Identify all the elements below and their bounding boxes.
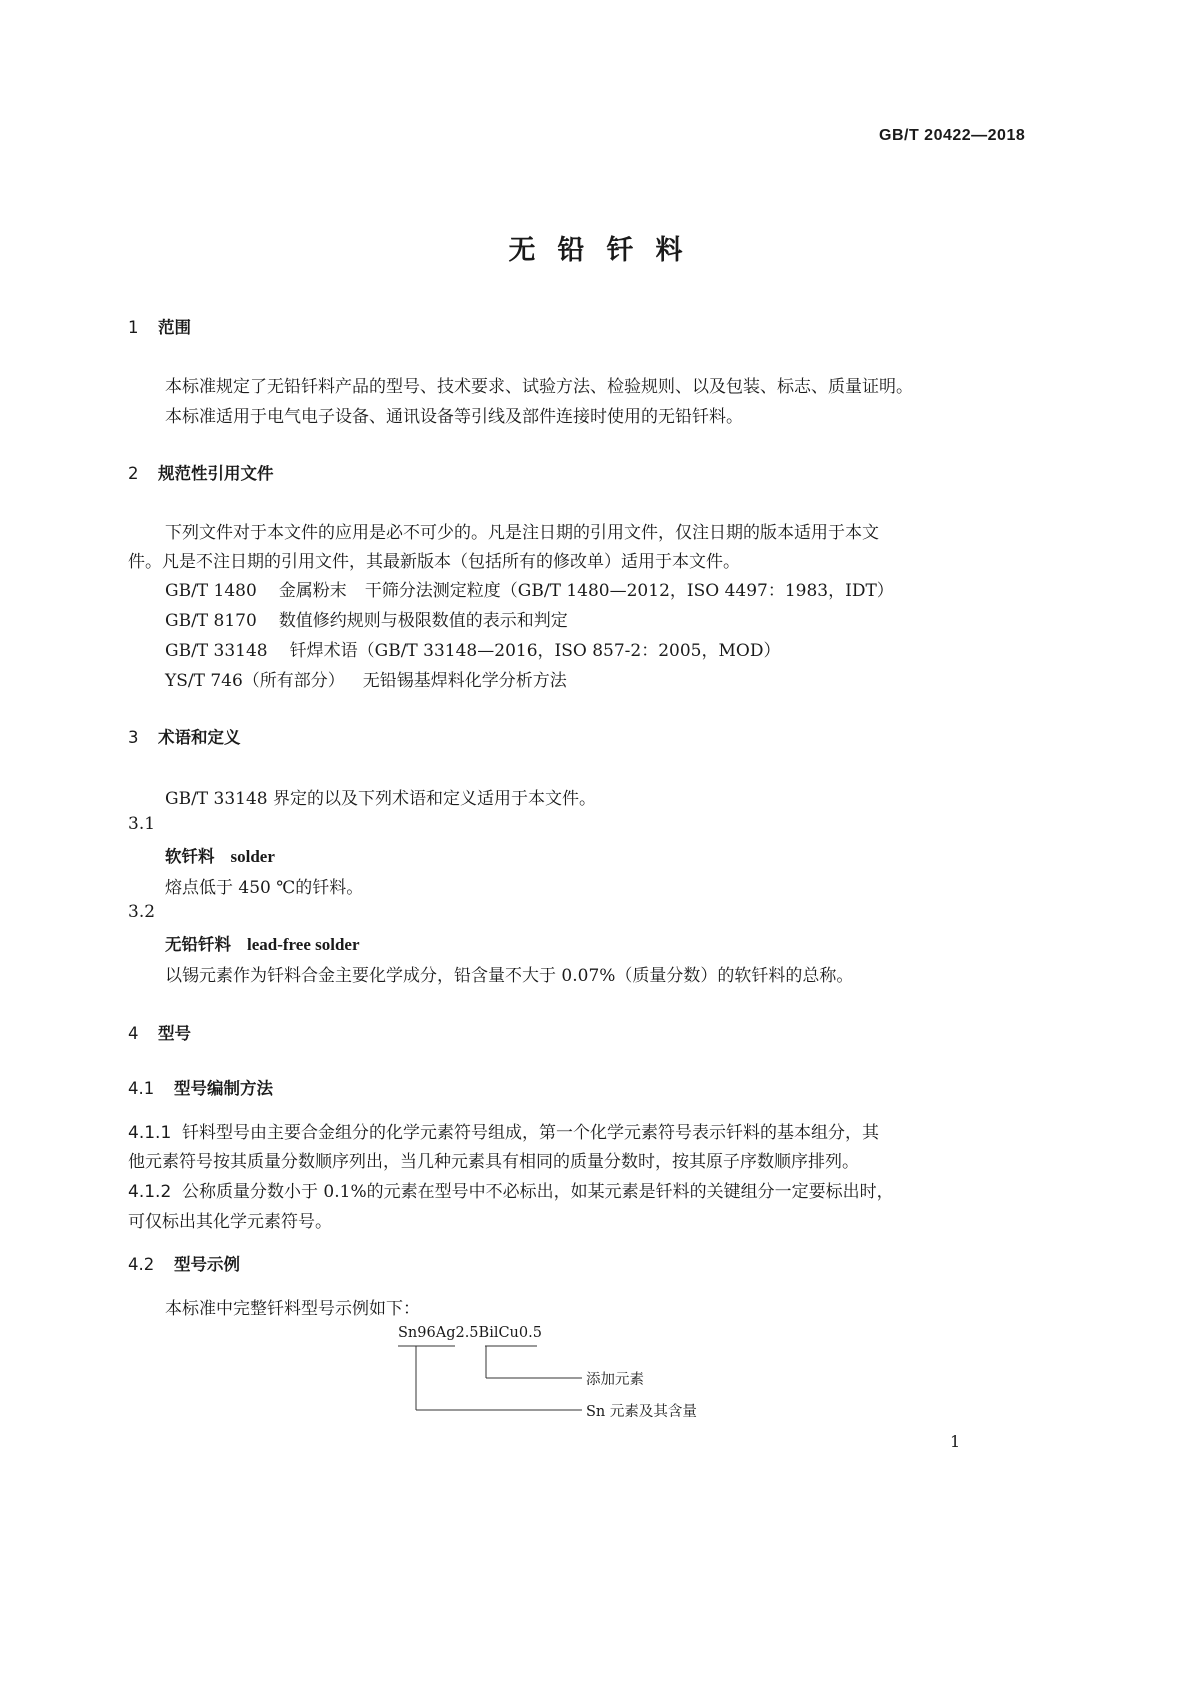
reference-title: 无铅锡基焊料化学分析方法 [362, 671, 567, 691]
reference-code: GB/T 1480 [165, 581, 257, 601]
standard-code: GB/T 20422—2018 [879, 127, 1026, 144]
section-title: 型号示例 [174, 1255, 240, 1274]
term-en: solder [230, 847, 275, 866]
term-cn: 无铅钎料 [165, 935, 231, 954]
clause-text: 钎料型号由主要合金组分的化学元素符号组成，第一个化学元素符号表示钎料的基本组分，其 [182, 1123, 879, 1143]
section-number: 4.2 [128, 1255, 155, 1274]
reference-code: GB/T 8170 [165, 611, 257, 631]
term-en: lead-free solder [247, 935, 360, 954]
term-definition: 以锡元素作为钎料合金主要化学成分，铅含量不大于 0.07%（质量分数）的软钎料的总称。 [165, 966, 854, 986]
reference-code: YS/T 746（所有部分） [165, 671, 345, 691]
section-number: 2 [128, 464, 139, 483]
section-title: 规范性引用文件 [158, 464, 274, 483]
page-number: 1 [950, 1432, 961, 1451]
term-cn: 软钎料 [165, 847, 215, 866]
clause-number: 4.1.2 [128, 1182, 172, 1202]
clause-text-continued: 可仅标出其化学元素符号。 [128, 1212, 332, 1232]
clause-text-continued: 他元素符号按其质量分数顺序列出，当几种元素具有相同的质量分数时，按其原子序数顺序排列。 [128, 1152, 859, 1172]
reference-code: GB/T 33148 [165, 641, 268, 661]
section-number: 4.1 [128, 1079, 155, 1098]
paragraph: 本标准中完整钎料型号示例如下： [165, 1299, 420, 1319]
paragraph: 件。凡是不注日期的引用文件，其最新版本（包括所有的修改单）适用于本文件。 [128, 552, 740, 572]
label-added-elements: 添加元素 [586, 1372, 644, 1388]
section-title: 术语和定义 [158, 728, 241, 747]
reference-title: 金属粉末 [278, 581, 347, 601]
model-example: Sn96Ag2.5BilCu0.5 [398, 1325, 542, 1341]
paragraph: GB/T 33148 界定的以及下列术语和定义适用于本文件。 [165, 789, 597, 809]
paragraph: 本标准适用于电气电子设备、通讯设备等引线及部件连接时使用的无铅钎料。 [165, 407, 743, 427]
term-number: 3.2 [128, 902, 156, 922]
section-number: 1 [128, 318, 139, 337]
term-definition: 熔点低于 450 ℃的钎料。 [165, 878, 364, 898]
document-title: 无铅钎料 [508, 235, 705, 266]
reference-detail: 干筛分法测定粒度（GB/T 1480—2012，ISO 4497：1983，IDT） [364, 581, 894, 601]
paragraph: 本标准规定了无铅钎料产品的型号、技术要求、试验方法、检验规则、以及包装、标志、质量证明。 [165, 377, 913, 397]
section-title: 型号 [158, 1024, 191, 1043]
section-title: 型号编制方法 [174, 1079, 273, 1098]
reference-title: 钎焊术语（GB/T 33148—2016，ISO 857-2：2005，MOD） [289, 641, 781, 661]
paragraph: 下列文件对于本文件的应用是必不可少的。凡是注日期的引用文件，仅注日期的版本适用于本文 [165, 523, 879, 543]
label-sn-content: Sn 元素及其含量 [586, 1404, 697, 1420]
clause-text: 公称质量分数小于 0.1%的元素在型号中不必标出，如某元素是钎料的关键组分一定要标出时， [182, 1182, 894, 1202]
term-number: 3.1 [128, 814, 156, 834]
clause-number: 4.1.1 [128, 1123, 172, 1143]
section-number: 4 [128, 1024, 139, 1043]
section-title: 范围 [158, 318, 191, 337]
section-number: 3 [128, 728, 139, 747]
reference-title: 数值修约规则与极限数值的表示和判定 [278, 611, 568, 631]
